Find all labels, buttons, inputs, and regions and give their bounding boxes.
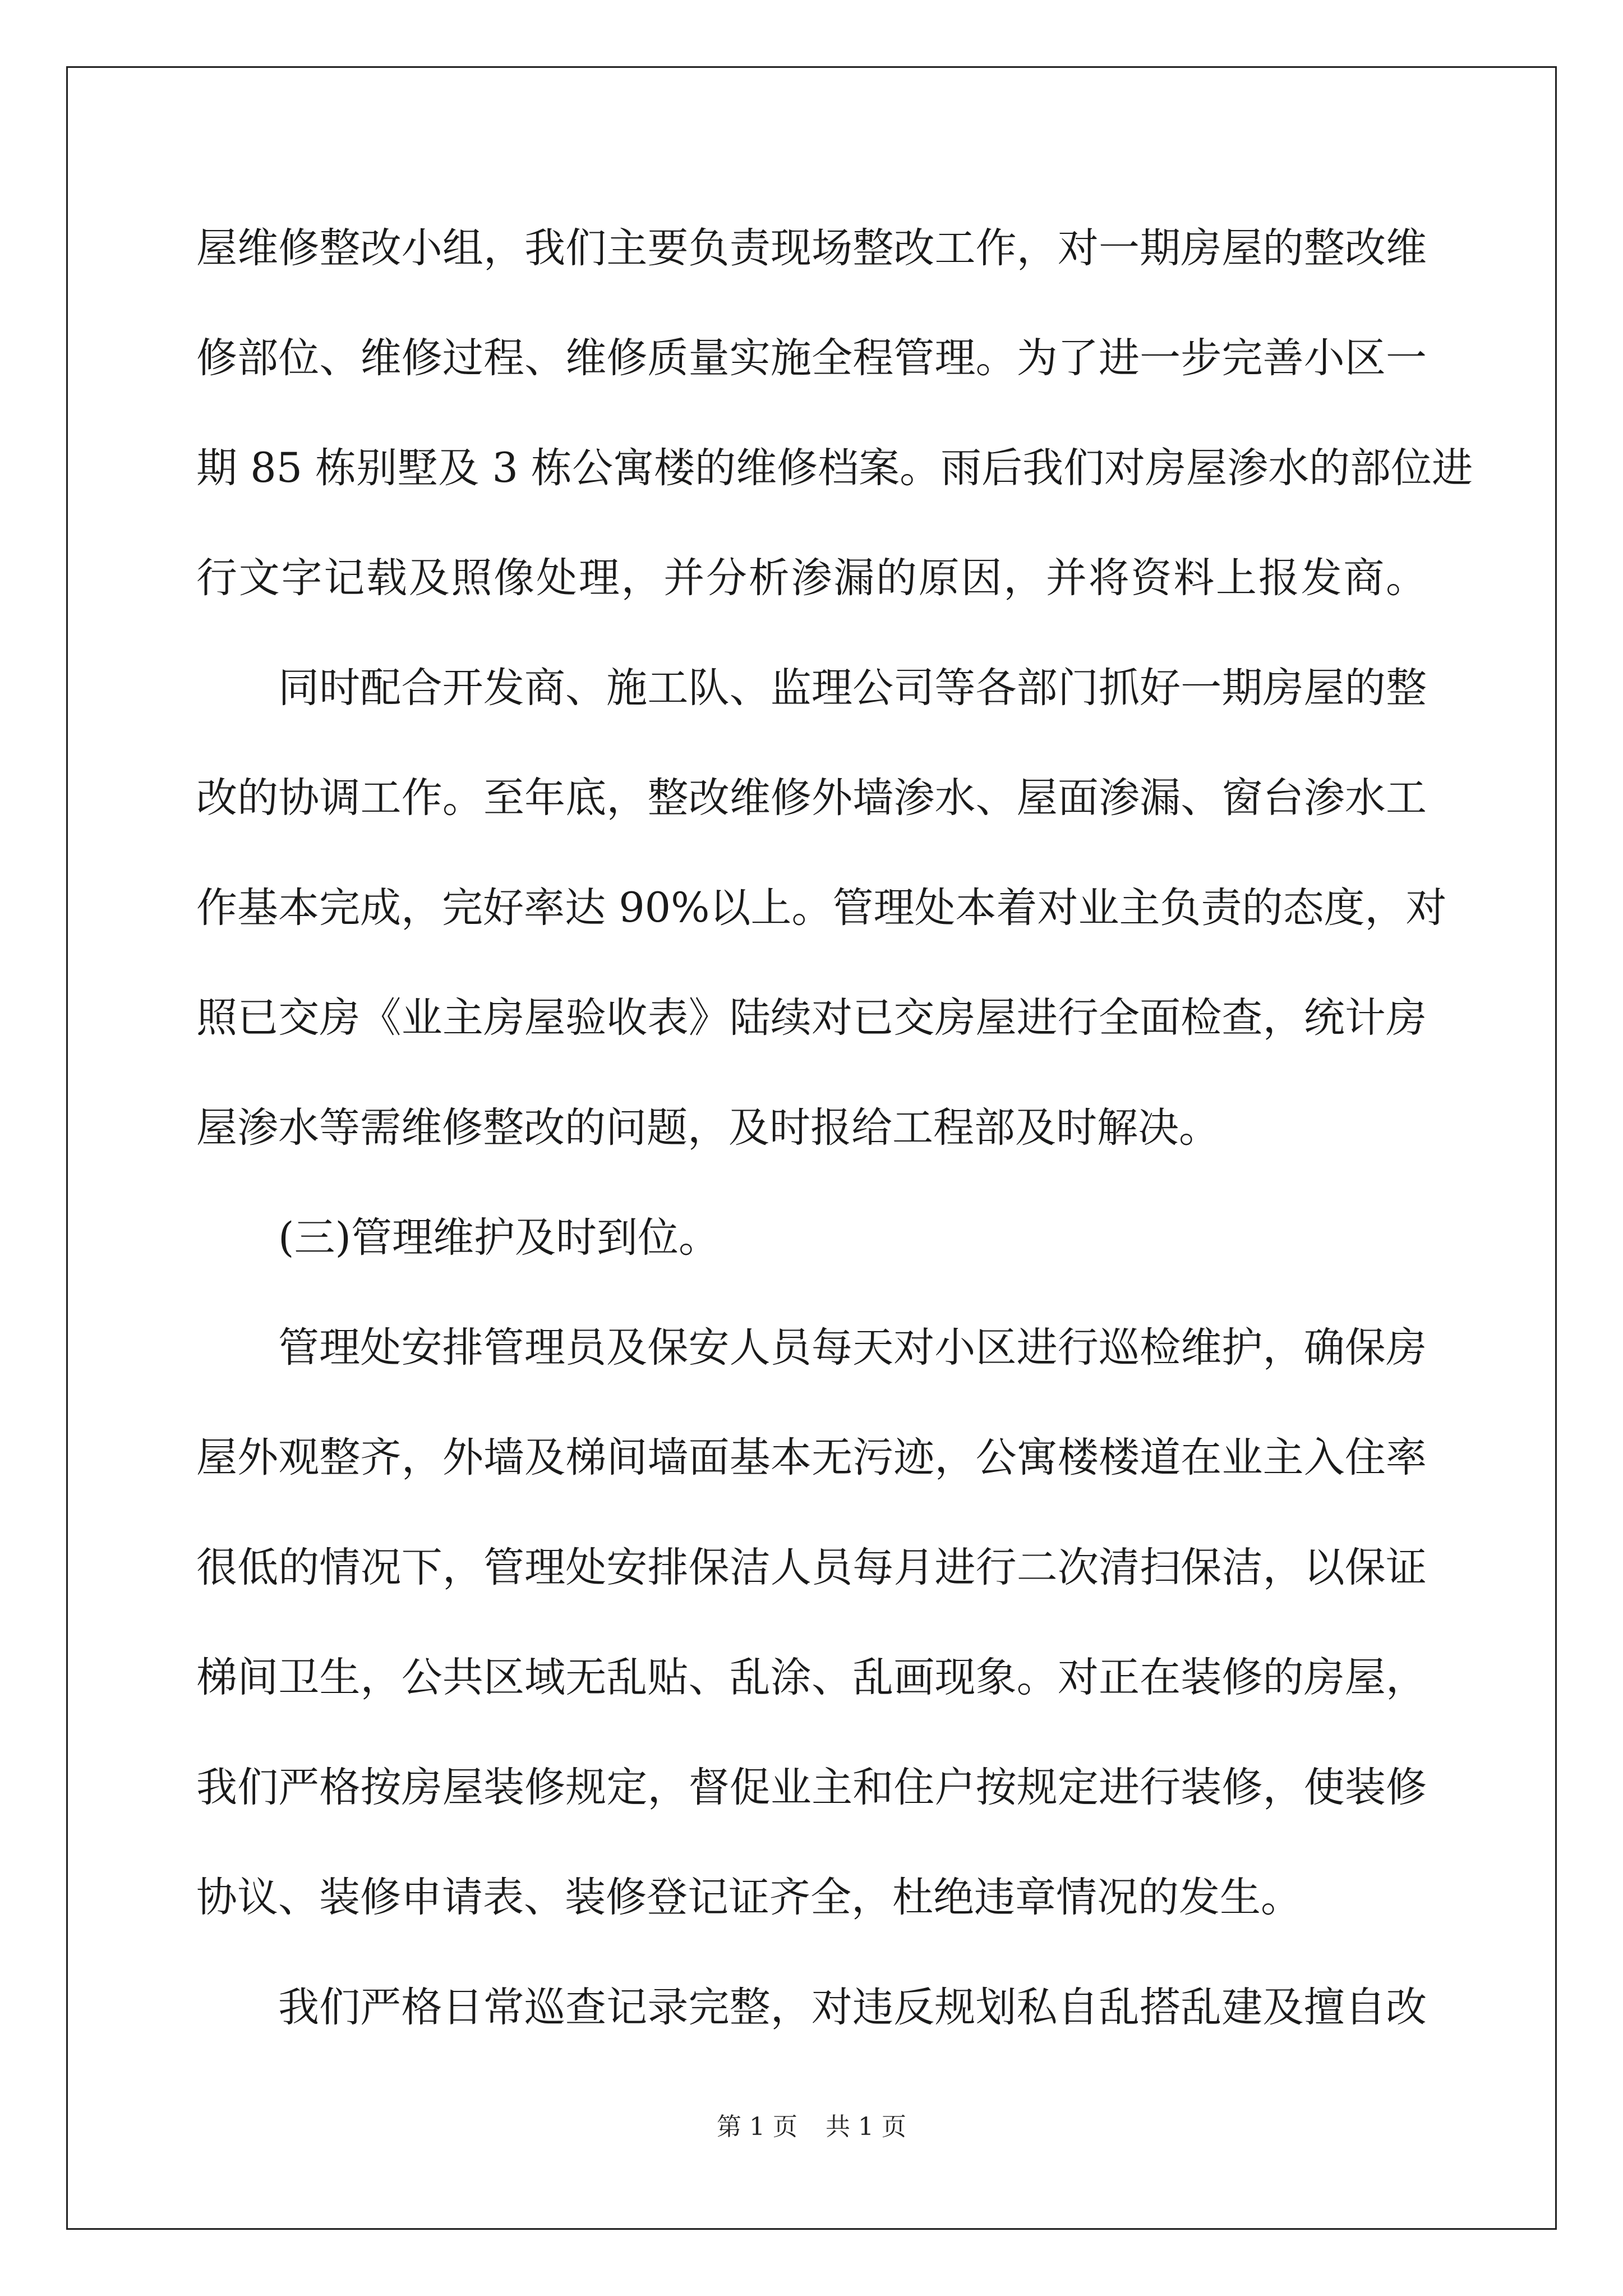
text-line: 屋渗水等需维修整改的问题，及时报给工程部及时解决。 [196, 1104, 1220, 1152]
page-footer [0, 2110, 1623, 2144]
text-line: 行文字记载及照像处理，并分析渗漏的原因，并将资料上报发商。 [196, 554, 1428, 602]
text-line: 屋维修整改小组，我们主要负责现场整改工作，对一期房屋的整改维 [196, 224, 1427, 272]
paragraph-start-line: 同时配合开发商、施工队、监理公司等各部门抓好一期房屋的整 [278, 664, 1427, 712]
text-line: 作基本完成，完好率达 90%以上。管理处本着对业主负责的态度，对 [196, 884, 1447, 932]
text-line: 屋外观整齐，外墙及梯间墙面基本无污迹，公寓楼楼道在业主入住率 [196, 1434, 1427, 1481]
paragraph-start-line: 管理处安排管理员及保安人员每天对小区进行巡检维护，确保房 [278, 1324, 1427, 1372]
page-number-total: 共 1 页 [826, 2113, 906, 2141]
text-line: 很低的情况下，管理处安排保洁人员每月进行二次清扫保洁，以保证 [196, 1544, 1427, 1591]
text-line: 期 85 栋别墅及 3 栋公寓楼的维修档案。雨后我们对房屋渗水的部位进 [196, 444, 1473, 492]
text-line: 梯间卫生，公共区域无乱贴、乱涂、乱画现象。对正在装修的房屋， [196, 1654, 1427, 1701]
text-line: 改的协调工作。至年底，整改维修外墙渗水、屋面渗漏、窗台渗水工 [196, 774, 1427, 822]
text-line: 修部位、维修过程、维修质量实施全程管理。为了进一步完善小区一 [196, 334, 1427, 382]
text-line: 协议、装修申请表、装修登记证齐全，杜绝违章情况的发生。 [196, 1874, 1302, 1921]
paragraph-start-line: 我们严格日常巡查记录完整，对违反规划私自乱搭乱建及擅自改 [278, 1984, 1427, 2031]
text-line: 我们严格按房屋装修规定，督促业主和住户按规定进行装修，使装修 [196, 1764, 1427, 1811]
page-number-current: 第 1 页 [717, 2113, 797, 2141]
text-line: 照已交房《业主房屋验收表》陆续对已交房屋进行全面检查，统计房 [196, 994, 1427, 1042]
section-heading: (三)管理维护及时到位。 [278, 1214, 720, 1262]
